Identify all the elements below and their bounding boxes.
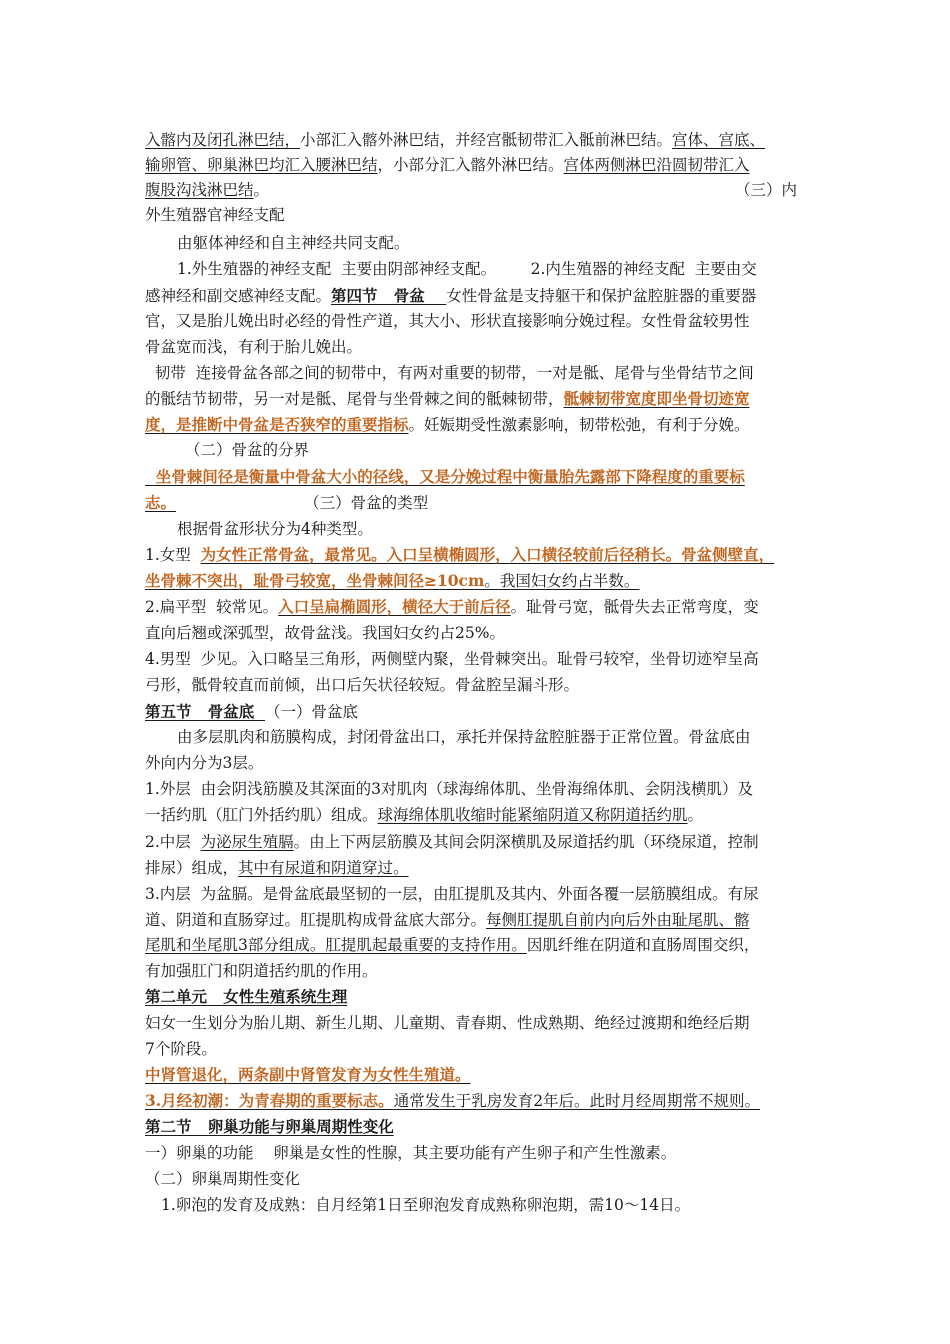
text-span: 第二单元 女性生殖系统生理	[145, 987, 348, 1006]
text-span: （二）骨盆的分界	[185, 441, 310, 459]
text-line	[145, 935, 825, 955]
text-span: 的骶结节韧带，另一对是骶、尾骨与坐骨棘之间的骶棘韧带，	[145, 390, 564, 408]
text-line	[145, 205, 825, 225]
text-line	[145, 259, 857, 279]
text-span: 1.外生殖器的神经支配 主要由阴部神经支配。 2.内生殖器的神经支配 主要由交	[177, 260, 757, 278]
text-span: 一括约肌（肛门外括约肌）组成。	[145, 806, 378, 824]
text-span: 中肾管退化，两条副中肾管发育为女性生殖道。	[145, 1065, 471, 1084]
text-line	[145, 961, 825, 981]
text-line	[145, 858, 825, 878]
text-span: 3.内层 为盆膈。是骨盆底最坚韧的一层，由肛提肌及其内、外面各覆一层筋膜组成。有尿	[145, 885, 759, 903]
text-span: （三）骨盆的类型	[176, 494, 429, 512]
text-line	[145, 649, 825, 669]
text-line	[145, 1013, 825, 1033]
text-line	[145, 1039, 825, 1059]
text-line	[145, 1169, 825, 1189]
text-line	[145, 130, 825, 150]
text-span: 输卵管、卵巢淋巴均汇入腰淋巴结	[145, 156, 378, 174]
text-span: （二）卵巢周期性变化	[145, 1170, 301, 1188]
text-span: 。由上下两层筋膜及其间会阴深横肌及尿道括约肌（环绕尿道，控制	[293, 833, 759, 851]
text-span: 。耻骨弓宽，骶骨失去正常弯度，变	[510, 598, 759, 616]
text-line	[145, 779, 825, 799]
text-span: 腹股沟浅淋巴结	[145, 181, 254, 199]
text-line	[145, 233, 857, 253]
text-line	[145, 884, 825, 904]
text-span: 排尿）组成，	[145, 859, 239, 877]
text-span: 为泌尿生殖膈	[200, 833, 294, 851]
text-span: 。我国妇女约占半数。	[484, 572, 640, 590]
text-span: 度，是推断中骨盆是否狭窄的重要指标	[145, 415, 409, 434]
text-span: 每侧肛提肌自前内向后外由耻尾肌、髂	[486, 911, 750, 929]
text-line	[145, 753, 825, 773]
text-span: 第四节 骨盆	[331, 286, 447, 305]
text-span: 外生殖器官神经支配	[145, 206, 285, 224]
text-span: 为女性正常骨盆，最常见。入口呈横椭圆形，入口横径较前后径稍长。骨盆侧壁直，	[200, 545, 775, 564]
text-span: 。妊娠期受性激素影响，韧带松弛，有利于分娩。	[408, 416, 750, 434]
text-line	[145, 493, 825, 513]
text-span: 4.男型 少见。入口略呈三角形，两侧壁内聚，坐骨棘突出。耻骨弓较窄，坐骨切迹窄呈高	[145, 650, 759, 668]
text-span: 小部汇入髂外淋巴结，并经宫骶韧带汇入骶前淋巴结。	[300, 131, 673, 149]
text-line	[145, 571, 825, 591]
text-span: （三）内	[734, 181, 797, 199]
text-line	[145, 1091, 825, 1111]
text-span: 女性骨盆是支持躯干和保护盆腔脏器的重要器	[446, 287, 757, 305]
text-span: 。	[253, 181, 270, 199]
text-span: 第五节 骨盆底	[145, 702, 265, 721]
text-span: 入髂内及闭孔淋巴结，	[145, 131, 301, 149]
text-line	[145, 623, 825, 643]
text-line	[145, 440, 865, 460]
text-span: 骨盆宽而浅，有利于胎儿娩出。	[145, 338, 363, 356]
text-span: 根据骨盆形状分为4种类型。	[177, 520, 373, 538]
text-span: 。	[687, 806, 704, 824]
text-span: 尾肌和坐尾肌3部分组成。肛提肌起最重要的支持作用。	[145, 936, 527, 954]
text-span: 宫体两侧淋巴沿圆韧带汇入	[563, 156, 750, 174]
text-line	[145, 987, 825, 1007]
text-span: 弓形，骶骨较直而前倾，出口后矢状径较短。骨盆腔呈漏斗形。	[145, 676, 580, 694]
text-span: 妇女一生划分为胎儿期、新生儿期、儿童期、青春期、性成熟期、绝经过渡期和绝经后期	[145, 1014, 750, 1032]
text-line	[145, 1065, 825, 1085]
text-span: 由多层肌肉和筋膜构成，封闭骨盆出口，承托并保持盆腔脏器于正常位置。骨盆底由	[177, 728, 751, 746]
text-span: 直向后翘或深弧型，故骨盆浅。我国妇女约占25%。	[145, 624, 505, 642]
text-line	[145, 597, 825, 617]
text-span: 韧带 连接骨盆各部之间的韧带中，有两对重要的韧带，一对是骶、尾骨与坐骨结节之间	[145, 364, 754, 382]
text-span: （一）骨盆底	[264, 703, 358, 721]
text-span: 道、阴道和直肠穿过。肛提肌构成骨盆底大部分。	[145, 911, 487, 929]
text-line	[145, 675, 825, 695]
text-span: 感神经和副交感神经支配。	[145, 287, 332, 305]
text-span: 外向内分为3层。	[145, 754, 264, 772]
text-span: 有加强肛门和阴道括约肌的作用。	[145, 962, 378, 980]
text-span: 1.卵泡的发育及成熟：自月经第1日至卵泡发育成熟称卵泡期，需10～14日。	[161, 1196, 691, 1214]
text-span: 官，又是胎儿娩出时必经的骨性产道，其大小、形状直接影响分娩过程。女性骨盆较男性	[145, 312, 750, 330]
text-span: 3.月经初潮：为青春期的重要标志。	[145, 1091, 394, 1110]
text-line	[145, 702, 825, 722]
text-span: 由躯体神经和自主神经共同支配。	[177, 234, 410, 252]
text-span: 球海绵体肌收缩时能紧缩阴道又称阴道括约肌	[377, 806, 688, 824]
text-span: 骶棘韧带宽度即坐骨切迹宽	[563, 389, 750, 408]
text-span: 通常发生于乳房发育2年后。此时月经周期常不规则。	[393, 1092, 761, 1110]
text-span: 2.扁平型 较常见。	[145, 598, 279, 616]
text-span: 志。	[145, 493, 177, 512]
text-line	[145, 337, 825, 357]
text-span: 1.女型	[145, 546, 201, 564]
text-line	[145, 363, 825, 383]
text-line	[145, 1143, 825, 1163]
text-line	[145, 1195, 841, 1215]
text-line	[145, 727, 857, 747]
text-span: 一）卵巢的功能 卵巢是女性的性腺，其主要功能有产生卵子和产生性激素。	[145, 1144, 677, 1162]
text-line	[145, 1117, 825, 1137]
text-span: 因肌纤维在阴道和直肠周围交织，	[526, 936, 760, 954]
text-span: 其中有尿道和阴道穿过。	[238, 859, 409, 877]
text-span: 坐骨棘不突出，耻骨弓较宽，坐骨棘间径≥10cm	[145, 571, 485, 590]
text-span: 入口呈扁椭圆形，横径大于前后径	[278, 597, 511, 616]
text-line	[145, 467, 825, 487]
text-line	[145, 545, 825, 565]
text-line	[145, 389, 825, 409]
text-line	[145, 805, 825, 825]
text-span: 2.中层	[145, 833, 201, 851]
text-line	[145, 519, 857, 539]
text-span: 7个阶段。	[145, 1040, 217, 1058]
text-line	[145, 155, 825, 175]
text-line	[145, 311, 825, 331]
text-span: 宫体、宫底、	[672, 131, 766, 149]
text-line	[145, 910, 825, 930]
text-span: ，小部分汇入髂外淋巴结。	[377, 156, 564, 174]
text-span: 1.外层 由会阴浅筋膜及其深面的3对肌肉（球海绵体肌、坐骨海绵体肌、会阴浅横肌）及	[145, 780, 754, 798]
text-line	[145, 415, 825, 435]
text-span: 第二节 卵巢功能与卵巢周期性变化	[145, 1117, 394, 1136]
text-line	[145, 286, 825, 306]
text-line	[145, 180, 825, 200]
text-span: 坐骨棘间径是衡量中骨盆大小的径线，又是分娩过程中衡量胎先露部下降程度的重要标	[145, 467, 745, 486]
text-line	[145, 832, 825, 852]
